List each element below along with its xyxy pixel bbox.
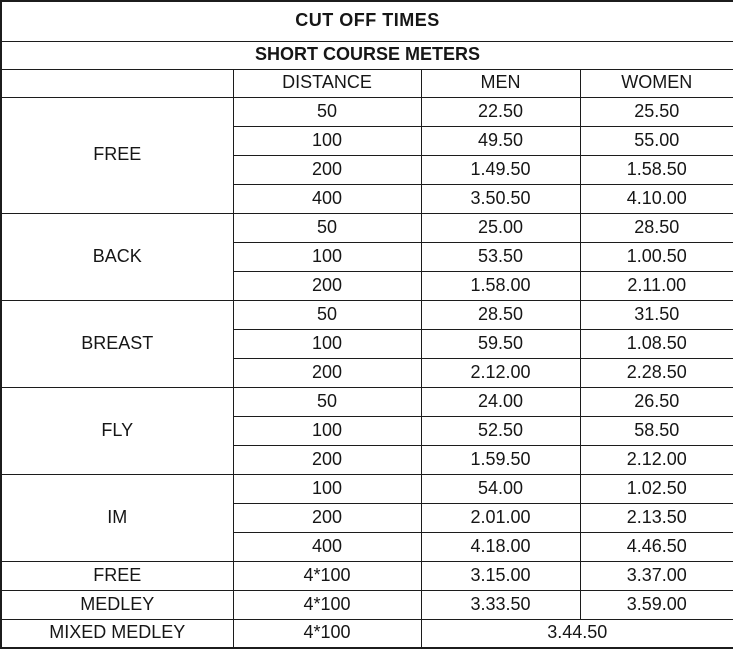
distance-cell: 100 (233, 242, 421, 271)
distance-cell: 200 (233, 445, 421, 474)
women-time-cell: 2.13.50 (580, 503, 733, 532)
women-time-cell: 25.50 (580, 97, 733, 126)
men-time-cell: 3.33.50 (421, 590, 580, 619)
distance-cell: 50 (233, 97, 421, 126)
women-time-cell: 26.50 (580, 387, 733, 416)
subtitle-row (1, 41, 733, 69)
men-time-cell: 2.12.00 (421, 358, 580, 387)
men-time-cell: 54.00 (421, 474, 580, 503)
women-time-cell: 3.59.00 (580, 590, 733, 619)
header-distance: DISTANCE (233, 69, 421, 97)
women-time-cell: 4.46.50 (580, 532, 733, 561)
women-time-cell: 31.50 (580, 300, 733, 329)
distance-cell: 100 (233, 416, 421, 445)
header-stroke-cell (1, 69, 233, 97)
distance-cell: 50 (233, 300, 421, 329)
table-row (1, 213, 733, 242)
women-time-cell: 1.08.50 (580, 329, 733, 358)
men-time-cell: 2.01.00 (421, 503, 580, 532)
women-time-cell: 1.58.50 (580, 155, 733, 184)
distance-cell: 200 (233, 271, 421, 300)
women-time-cell: 3.37.00 (580, 561, 733, 590)
stroke-label-im: IM (1, 474, 233, 561)
men-time-cell: 28.50 (421, 300, 580, 329)
women-time-cell: 2.11.00 (580, 271, 733, 300)
table-row (1, 561, 733, 590)
men-time-cell: 3.15.00 (421, 561, 580, 590)
women-time-cell: 4.10.00 (580, 184, 733, 213)
distance-cell: 4*100 (233, 619, 421, 648)
table-row (1, 590, 733, 619)
women-time-cell: 2.28.50 (580, 358, 733, 387)
men-time-cell: 49.50 (421, 126, 580, 155)
distance-cell: 4*100 (233, 590, 421, 619)
distance-cell: 100 (233, 474, 421, 503)
distance-cell: 4*100 (233, 561, 421, 590)
distance-cell: 200 (233, 358, 421, 387)
distance-cell: 50 (233, 213, 421, 242)
table-row (1, 300, 733, 329)
men-time-cell: 3.50.50 (421, 184, 580, 213)
men-time-cell: 53.50 (421, 242, 580, 271)
distance-cell: 400 (233, 184, 421, 213)
distance-cell: 50 (233, 387, 421, 416)
women-time-cell: 55.00 (580, 126, 733, 155)
women-time-cell: 2.12.00 (580, 445, 733, 474)
stroke-label-mixed-medley-relay: MIXED MEDLEY (1, 619, 233, 648)
women-time-cell: 1.02.50 (580, 474, 733, 503)
men-time-cell: 59.50 (421, 329, 580, 358)
header-women: WOMEN (580, 69, 733, 97)
women-time-cell: 1.00.50 (580, 242, 733, 271)
men-time-cell: 1.59.50 (421, 445, 580, 474)
distance-cell: 200 (233, 503, 421, 532)
page-title: CUT OFF TIMES (1, 1, 733, 41)
header-row (1, 69, 733, 97)
table-row (1, 474, 733, 503)
men-time-cell: 22.50 (421, 97, 580, 126)
men-time-cell: 4.18.00 (421, 532, 580, 561)
table-row (1, 387, 733, 416)
distance-cell: 100 (233, 329, 421, 358)
men-time-cell: 52.50 (421, 416, 580, 445)
women-time-cell: 28.50 (580, 213, 733, 242)
distance-cell: 200 (233, 155, 421, 184)
table-row (1, 619, 733, 648)
stroke-label-breast: BREAST (1, 300, 233, 387)
stroke-label-free-relay: FREE (1, 561, 233, 590)
stroke-label-medley-relay: MEDLEY (1, 590, 233, 619)
distance-cell: 400 (233, 532, 421, 561)
header-men: MEN (421, 69, 580, 97)
men-time-cell: 24.00 (421, 387, 580, 416)
combined-time-cell: 3.44.50 (421, 619, 733, 648)
distance-cell: 100 (233, 126, 421, 155)
title-row (1, 1, 733, 41)
stroke-label-fly: FLY (1, 387, 233, 474)
stroke-label-back: BACK (1, 213, 233, 300)
stroke-label-free: FREE (1, 97, 233, 213)
course-subtitle: SHORT COURSE METERS (1, 41, 733, 69)
women-time-cell: 58.50 (580, 416, 733, 445)
men-time-cell: 1.49.50 (421, 155, 580, 184)
table-row (1, 97, 733, 126)
men-time-cell: 25.00 (421, 213, 580, 242)
men-time-cell: 1.58.00 (421, 271, 580, 300)
